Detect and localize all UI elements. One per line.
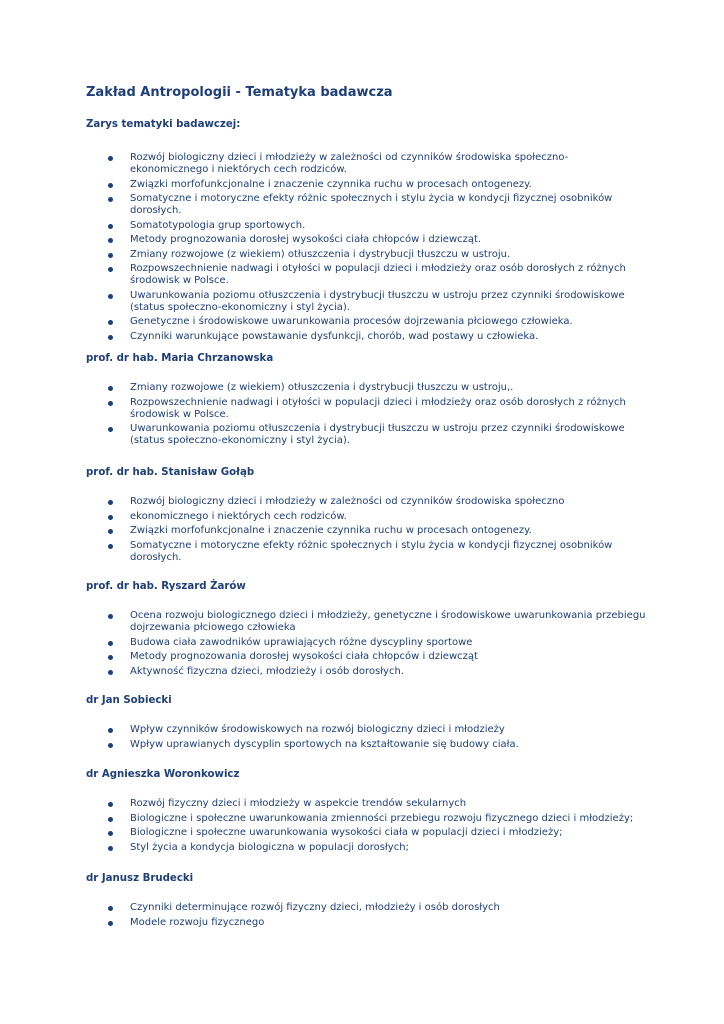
section xyxy=(86,466,646,566)
section-heading: prof. dr hab. Stanisław Gołąb xyxy=(86,467,255,478)
list-item-text: Modele rozwoju fizycznego xyxy=(130,916,265,928)
list-item-text: Metody prognozowania dorosłej wysokości ciała chłopców i dziewcząt xyxy=(130,651,478,662)
list-item-text: Aktywność fizyczna dzieci, młodzieży i osób dorosłych. xyxy=(130,665,404,677)
list-item xyxy=(86,331,646,343)
section xyxy=(86,872,646,931)
section xyxy=(86,118,646,345)
list-item-text: Styl życia a kondycja biologiczna w populacji dorosłych; xyxy=(130,841,409,853)
list-item-text: Biologiczne i społeczne uwarunkowania wysokości ciała w populacji dzieci i młodzieży; xyxy=(130,827,563,838)
bullet-icon xyxy=(108,500,113,505)
list-item-text: Uwarunkowania poziomu otłuszczenia i dystrybucji tłuszczu w ustroju przez czynniki środowiskowe (status społeczno-ekonomiczny i styl życia). xyxy=(130,423,625,446)
list-item xyxy=(86,316,646,328)
list-item xyxy=(86,193,646,217)
section-heading: Zarys tematyki badawczej: xyxy=(86,119,241,130)
bullet-list xyxy=(86,610,646,678)
list-item-text: Wpływ czynników środowiskowych na rozwój biologiczny dzieci i młodzieży xyxy=(130,724,505,735)
bullet-icon xyxy=(108,743,113,748)
list-item-text: Związki morfofunkcjonalne i znaczenie czynnika ruchu w procesach ontogenezy. xyxy=(130,525,532,536)
bullet-icon xyxy=(108,253,113,258)
section-heading: dr Jan Sobiecki xyxy=(86,695,172,706)
list-item-text: Wpływ uprawianych dyscyplin sportowych na kształtowanie się budowy ciała. xyxy=(130,738,519,750)
bullet-icon xyxy=(108,831,113,836)
list-item-text: Somatyczne i motoryczne efekty różnic społecznych i stylu życia w kondycji fizycznej osobników dorosłych. xyxy=(130,539,613,563)
bullet-icon xyxy=(108,224,113,229)
bullet-list xyxy=(86,798,646,854)
bullet-icon xyxy=(108,529,113,534)
list-item xyxy=(86,666,646,678)
list-item xyxy=(86,220,646,232)
list-item-text: Zmiany rozwojowe (z wiekiem) otłuszczenia i dystrybucji tłuszczu w ustroju. xyxy=(130,248,511,260)
list-item-text: Somatotypologia grup sportowych. xyxy=(130,219,306,231)
list-item-text: Czynniki warunkujące powstawanie dysfunkcji, chorób, wad postawy u człowieka. xyxy=(130,330,539,342)
list-item-text: Somatyczne i motoryczne efekty różnic społecznych i stylu życia w kondycji fizycznej osobników dorosłych. xyxy=(130,193,613,216)
bullet-list xyxy=(86,152,646,343)
bullet-icon xyxy=(108,156,113,161)
bullet-icon xyxy=(108,921,113,926)
list-item-text: Ocena rozwoju biologicznego dzieci i młodzieży, genetyczne i środowiskowe uwarunkowania przebiegu dojrzewania płciowego człowieka xyxy=(130,610,646,633)
list-item xyxy=(86,496,646,508)
list-item xyxy=(86,902,646,914)
bullet-icon xyxy=(108,294,113,299)
section-heading: prof. dr hab. Maria Chrzanowska xyxy=(86,353,274,364)
bullet-icon xyxy=(108,544,113,549)
bullet-icon xyxy=(108,267,113,272)
bullet-icon xyxy=(108,817,113,822)
list-item xyxy=(86,637,646,649)
bullet-icon xyxy=(108,802,113,807)
list-item xyxy=(86,827,646,839)
list-item xyxy=(86,798,646,810)
page-title: Zakład Antropologii - Tematyka badawcza xyxy=(86,85,393,100)
list-item-text: Rozwój biologiczny dzieci i młodzieży w zależności od czynników środowiska społeczno-ekonomicznego i niektórych cech rodziców. xyxy=(130,152,569,175)
list-item-text: Biologiczne i społeczne uwarunkowania zmienności przebiegu rozwoju fizycznego dzieci i młodzieży; xyxy=(130,812,634,824)
section-heading: prof. dr hab. Ryszard Żarów xyxy=(86,581,246,592)
bullet-icon xyxy=(108,728,113,733)
list-item xyxy=(86,152,646,176)
list-item xyxy=(86,917,646,929)
list-item-text: Rozpowszechnienie nadwagi i otyłości w populacji dzieci i młodzieży oraz osób dorosłych z różnych środowisk w Polsce. xyxy=(130,396,626,420)
bullet-icon xyxy=(108,183,113,188)
list-item-text: Uwarunkowania poziomu otłuszczenia i dystrybucji tłuszczu w ustroju przez czynniki środowiskowe (status społeczno-ekonomiczny i styl życia). xyxy=(130,289,625,313)
list-item-text: Genetyczne i środowiskowe uwarunkowania procesów dojrzewania płciowego człowieka. xyxy=(130,316,573,327)
list-item-text: Czynniki determinujące rozwój fizyczny dzieci, młodzieży i osób dorosłych xyxy=(130,902,500,913)
bullet-icon xyxy=(108,401,113,406)
list-item-text: Rozwój biologiczny dzieci i młodzieży w zależności od czynników środowiska społeczno xyxy=(130,496,565,507)
bullet-list xyxy=(86,902,646,929)
list-item xyxy=(86,813,646,825)
list-item xyxy=(86,179,646,191)
bullet-icon xyxy=(108,386,113,391)
bullet-icon xyxy=(108,427,113,432)
list-item-text: ekonomicznego i niektórych cech rodziców. xyxy=(130,510,347,522)
section xyxy=(86,580,646,680)
section xyxy=(86,694,646,753)
bullet-list xyxy=(86,496,646,564)
list-item-text: Rozpowszechnienie nadwagi i otyłości w populacji dzieci i młodzieży oraz osób dorosłych z różnych środowisk w Polsce. xyxy=(130,263,626,286)
list-item-text: Zmiany rozwojowe (z wiekiem) otłuszczenia i dystrybucji tłuszczu w ustroju,. xyxy=(130,382,514,393)
bullet-icon xyxy=(108,614,113,619)
bullet-icon xyxy=(108,906,113,911)
list-item xyxy=(86,249,646,261)
bullet-icon xyxy=(108,641,113,646)
list-item xyxy=(86,724,646,736)
list-item-text: Budowa ciała zawodników uprawiających różne dyscypliny sportowe xyxy=(130,636,473,648)
section xyxy=(86,352,646,450)
list-item xyxy=(86,511,646,523)
list-item xyxy=(86,739,646,751)
list-item-text: Związki morfofunkcjonalne i znaczenie czynnika ruchu w procesach ontogenezy. xyxy=(130,178,532,190)
list-item xyxy=(86,397,646,421)
section xyxy=(86,768,646,856)
list-item xyxy=(86,290,646,314)
list-item xyxy=(86,525,646,537)
bullet-list xyxy=(86,382,646,447)
list-item xyxy=(86,234,646,246)
list-item-text: Metody prognozowania dorosłej wysokości ciała chłopców i dziewcząt. xyxy=(130,234,482,245)
bullet-icon xyxy=(108,515,113,520)
list-item xyxy=(86,263,646,287)
bullet-icon xyxy=(108,197,113,202)
bullet-icon xyxy=(108,335,113,340)
bullet-icon xyxy=(108,655,113,660)
list-item xyxy=(86,423,646,447)
section-heading: dr Janusz Brudecki xyxy=(86,873,194,884)
list-item-text: Rozwój fizyczny dzieci i młodzieży w aspekcie trendów sekularnych xyxy=(130,798,467,809)
list-item xyxy=(86,651,646,663)
bullet-icon xyxy=(108,670,113,675)
list-item xyxy=(86,540,646,564)
bullet-list xyxy=(86,724,646,751)
list-item xyxy=(86,842,646,854)
list-item xyxy=(86,382,646,394)
list-item xyxy=(86,610,646,634)
section-heading: dr Agnieszka Woronkowicz xyxy=(86,769,240,780)
bullet-icon xyxy=(108,846,113,851)
bullet-icon xyxy=(108,238,113,243)
bullet-icon xyxy=(108,320,113,325)
